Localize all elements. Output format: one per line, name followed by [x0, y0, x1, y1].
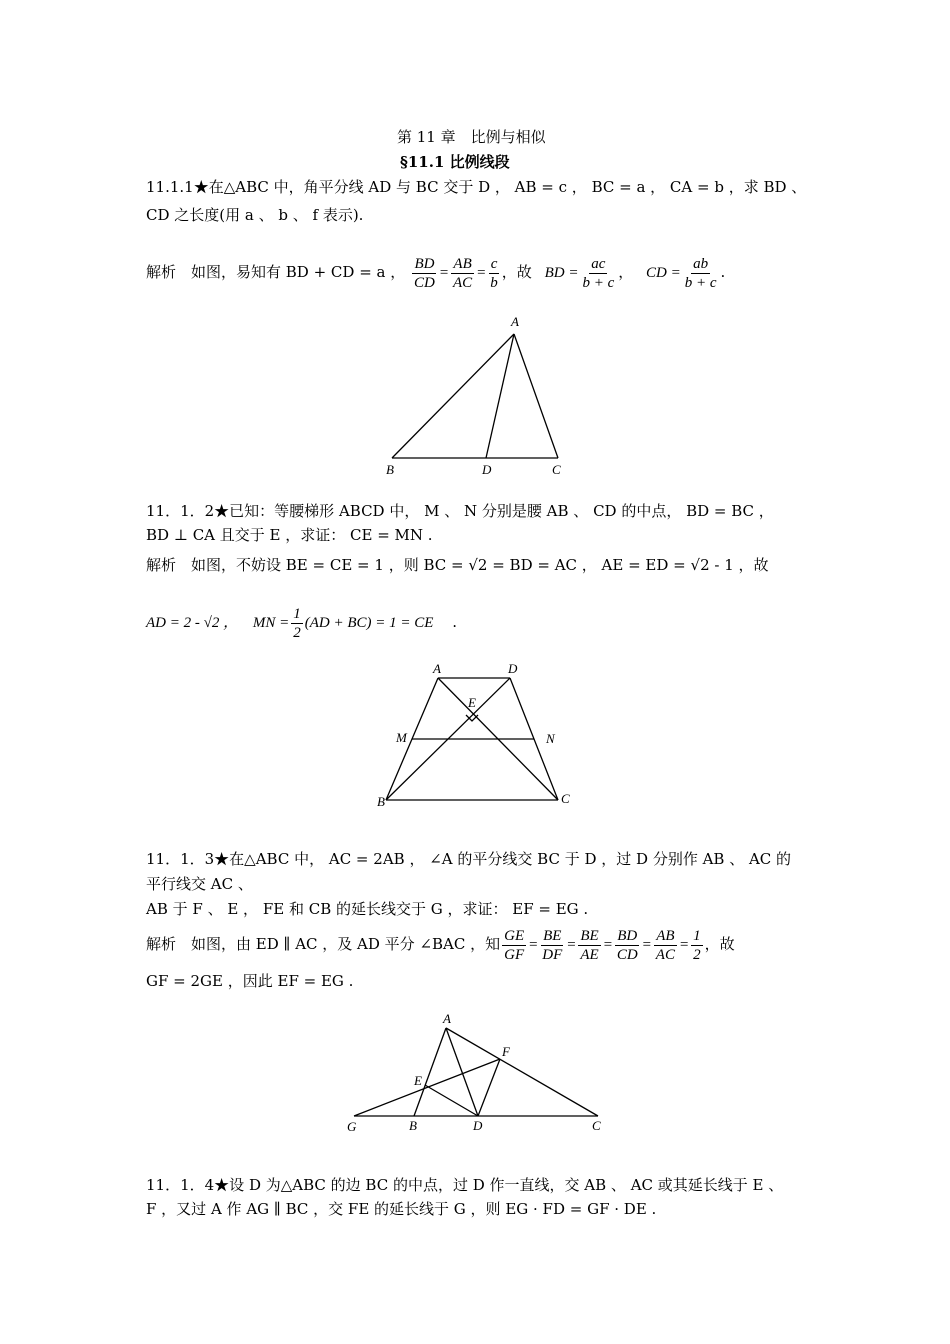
- equals-sign: =: [641, 937, 652, 953]
- frac-num: ab: [693, 255, 709, 272]
- solution-prefix: 解析 如图，由 ED ∥ AC ，及 AD 平分 ∠BAC ，知: [146, 935, 501, 953]
- frac-den: 2: [293, 624, 301, 641]
- frac-den: AC: [655, 946, 675, 963]
- ratio-chain: [500, 927, 704, 963]
- frac-num: BE: [580, 927, 599, 944]
- label-a: A: [511, 314, 519, 329]
- solution-mid: ，故: [501, 263, 532, 281]
- fraction-cd: [683, 255, 719, 292]
- frac-den: b: [490, 274, 498, 291]
- label-e: E: [468, 695, 476, 710]
- ratio-fraction: [615, 927, 640, 964]
- frac-den: b + c: [582, 274, 615, 291]
- frac-den: b + c: [684, 274, 717, 291]
- frac-den: DF: [542, 946, 563, 963]
- label-e: E: [414, 1073, 422, 1088]
- fraction-c-b: [488, 255, 500, 292]
- label-n: N: [546, 731, 555, 746]
- label-a: A: [443, 1011, 451, 1026]
- frac-den: AC: [453, 274, 473, 291]
- problem-4-line2: F ，又过 A 作 AG ∥ BC ，交 FE 的延长线于 G ，则 EG · FD = GF · DE .: [146, 1200, 657, 1218]
- problem-3-line2: 平行线交 AC 、: [146, 875, 253, 893]
- equals-sign: =: [602, 937, 613, 953]
- label-d: D: [473, 1118, 483, 1133]
- label-d: D: [508, 661, 518, 676]
- problem-2-line4: [146, 600, 457, 645]
- side-ac: [514, 334, 558, 458]
- frac-num: BD: [414, 255, 435, 272]
- solution-prefix: 解析 如图，易知有 BD + CD = a ，: [146, 263, 406, 281]
- problem-1-line1: 11.1.1★在△ABC 中，角平分线 AD 与 BC 交于 D ， AB = c ， BC = a ， CA = b ，求 BD 、: [146, 178, 807, 196]
- frac-den: AE: [580, 946, 599, 963]
- segment-ed: [425, 1085, 478, 1116]
- label-m: M: [396, 730, 407, 745]
- frac-num: 1: [293, 605, 301, 622]
- equals-sign: =: [528, 937, 539, 953]
- frac-num: GE: [504, 927, 525, 944]
- label-b: B: [377, 794, 385, 809]
- ratio-fraction: [654, 927, 677, 964]
- label-d: D: [482, 462, 492, 477]
- ad-value: AD = 2 - √2 ，: [146, 615, 239, 631]
- frac-num: AB: [656, 927, 675, 944]
- label-c: C: [561, 791, 570, 806]
- frac-num: AB: [453, 255, 472, 272]
- problem-3-line5: GF = 2GE ，因此 EF = EG .: [146, 972, 354, 990]
- equals-sign: =: [678, 937, 690, 953]
- fraction-half: [291, 605, 303, 642]
- frac-num: BD: [617, 927, 638, 944]
- bisector-ad: [446, 1028, 478, 1116]
- bd-label: BD =: [544, 265, 579, 281]
- end-period: .: [720, 263, 726, 281]
- label-c: C: [592, 1118, 601, 1133]
- problem-3-solution: [146, 922, 735, 967]
- figure-1-triangle: [380, 312, 580, 482]
- end-period: .: [452, 613, 458, 631]
- label-f: F: [502, 1044, 510, 1059]
- side-ab: [414, 1028, 446, 1116]
- problem-4-line1: 11．1．4★设 D 为△ABC 的边 BC 的中点，过 D 作一直线，交 AB 、 AC 或其延长线于 E 、: [146, 1176, 784, 1194]
- label-g: G: [347, 1119, 357, 1134]
- fraction-bd: [580, 255, 616, 292]
- segment-fd: [478, 1059, 500, 1116]
- problem-1-line2: CD 之长度(用 a 、 b 、 f 表示).: [146, 206, 364, 224]
- solution-end: ，故: [704, 935, 735, 953]
- side-ab: [392, 334, 514, 458]
- problem-2-line1: 11．1．2★已知：等腰梯形 ABCD 中， M 、 N 分别是腰 AB 、 CD 的中点， BD = BC ，: [146, 502, 774, 520]
- problem-3-line1: 11．1．3★在△ABC 中， AC = 2AB ， ∠A 的平分线交 BC 于 D ，过 D 分别作 AB 、 AC 的: [146, 850, 792, 868]
- ratio-fraction: [691, 927, 703, 964]
- mn-label: MN =: [252, 615, 290, 631]
- label-c: C: [552, 462, 561, 477]
- frac-den: CD: [414, 274, 435, 291]
- problem-2-line2: BD ⊥ CA 且交于 E ，求证： CE = MN .: [146, 526, 433, 544]
- problem-2-line3: 解析 如图，不妨设 BE = CE = 1 ，则 BC = √2 = BD = AC ， AE = ED = √2 - 1 ，故: [146, 556, 769, 574]
- cd-label: CD =: [646, 265, 681, 281]
- fraction-ab-ac: [451, 255, 474, 292]
- frac-den: CD: [616, 946, 638, 963]
- frac-num: c: [490, 255, 498, 272]
- frac-den: GF: [504, 946, 525, 963]
- chapter-title: 第 11 章 比例与相似: [397, 128, 546, 146]
- side-ac: [446, 1028, 598, 1116]
- figure-2-trapezoid: [368, 660, 588, 810]
- section-title: §11.1 比例线段: [400, 153, 510, 171]
- frac-num: 1: [693, 927, 701, 944]
- ratio-fraction: [540, 927, 564, 964]
- bisector-ad: [486, 334, 514, 458]
- label-b: B: [409, 1118, 417, 1133]
- frac-num: BE: [543, 927, 562, 944]
- line-gf: [354, 1059, 500, 1116]
- label-b: B: [386, 462, 394, 477]
- ratio-fraction: [578, 927, 600, 964]
- problem-1-solution: 解析 如图，易知有 BD + CD = a ， $\frac{BD}{CD}$ = $\frac{AB}{AC}$ = $\frac{c}{b}$ ，故 BD = $\frac{ac}{b + c}$ ， CD = $\frac{ab}{b + c}$ .: [146, 255, 726, 291]
- label-a: A: [433, 661, 441, 676]
- ratio-fraction: [502, 927, 526, 964]
- mn-expression: (AD + BC) = 1 = CE: [304, 615, 434, 631]
- frac-num: ac: [591, 255, 606, 272]
- frac-den: 2: [693, 946, 701, 963]
- figure-3-triangle: [340, 1008, 610, 1138]
- equals-sign: =: [566, 937, 577, 953]
- problem-3-line3: AB 于 F 、 E ， FE 和 CB 的延长线交于 G ，求证： EF = EG .: [146, 900, 589, 918]
- fraction-bd-cd: [412, 255, 437, 292]
